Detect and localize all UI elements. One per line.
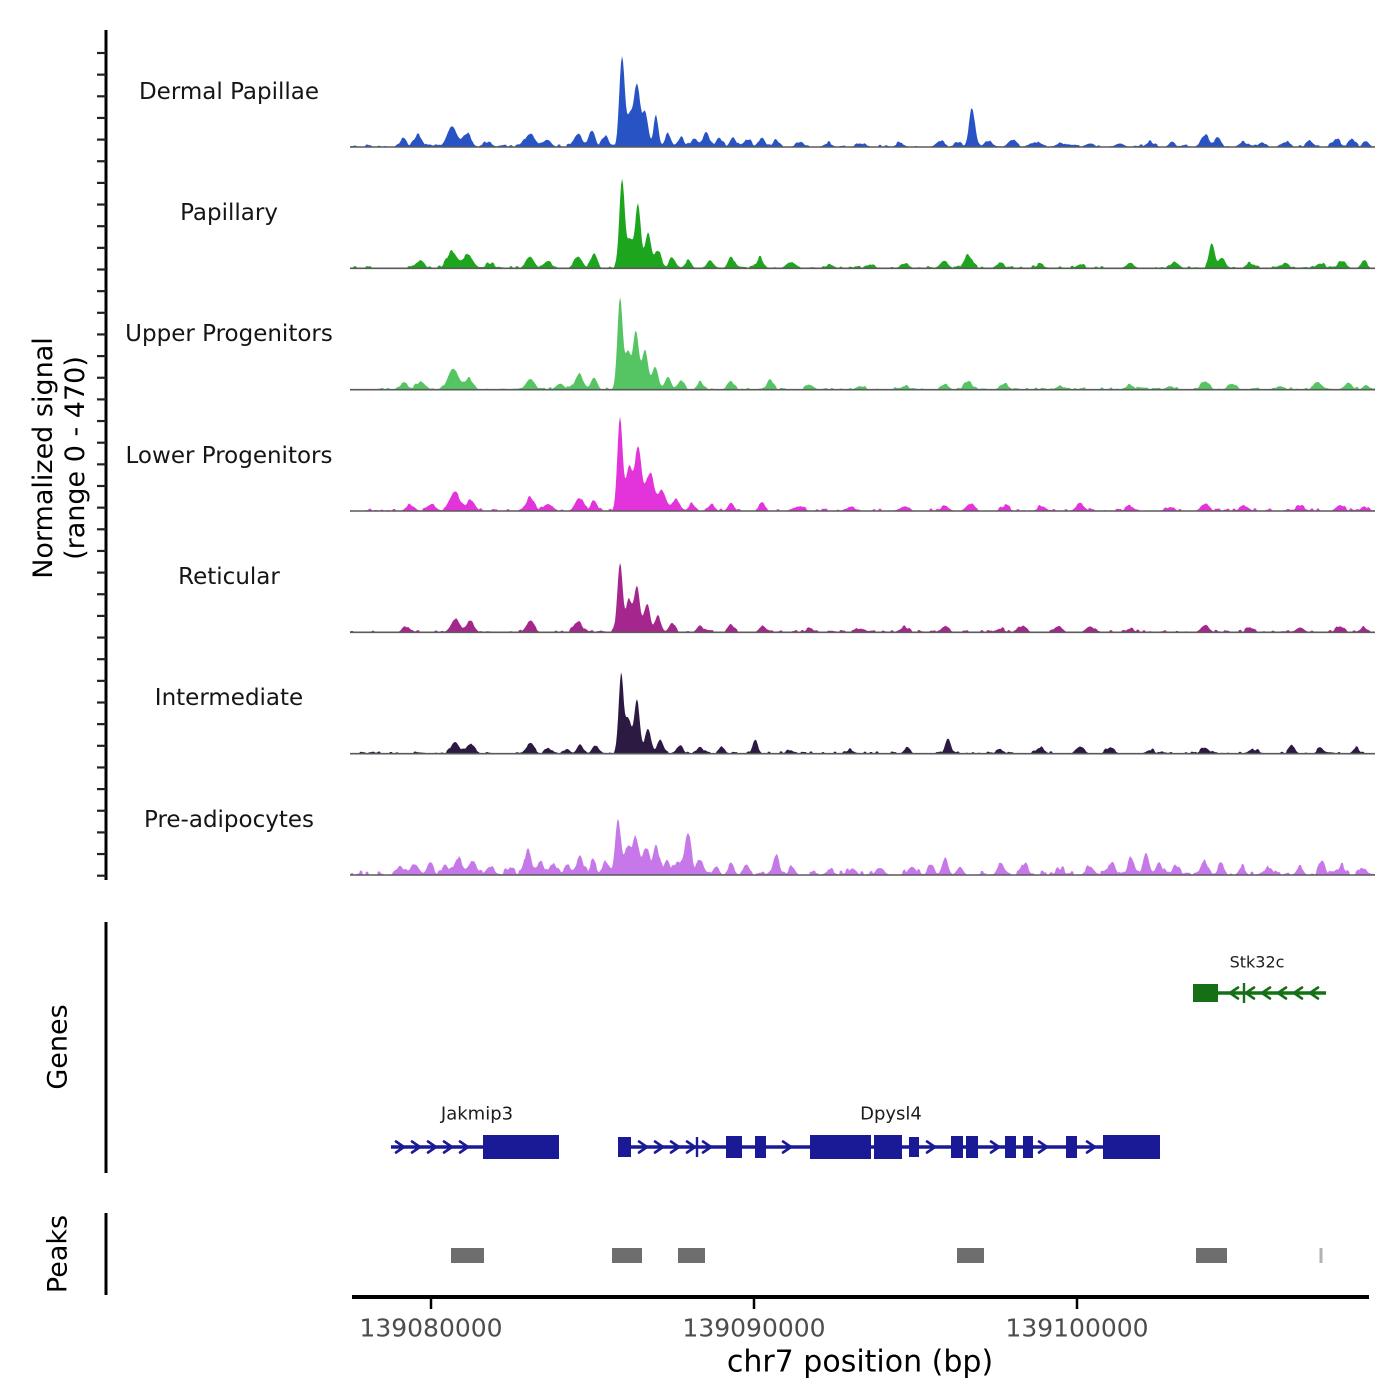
x-tick-label-139080000: 139080000 — [359, 1313, 503, 1343]
y-axis-label — [28, 337, 92, 579]
genes-section-label: Genes — [42, 1004, 74, 1090]
track-label-lower-progenitors: Lower Progenitors — [125, 443, 333, 469]
gene-label-dpysl4: Dpysl4 — [860, 1103, 922, 1125]
track-label-pre-adipocytes: Pre-adipocytes — [143, 807, 315, 833]
track-label-dermal-papillae: Dermal Papillae — [138, 79, 320, 105]
gene-label-stk32c: Stk32c — [1229, 952, 1285, 972]
x-axis-title: chr7 position (bp) — [726, 1344, 994, 1380]
track-label-reticular: Reticular — [178, 564, 280, 590]
track-label-papillary: Papillary — [180, 200, 278, 226]
y-axis-label-line2: (range 0 - 470) — [60, 356, 91, 560]
y-axis-label-line1: Normalized signal — [28, 337, 59, 579]
x-tick-label-139090000: 139090000 — [682, 1313, 826, 1343]
gene-label-jakmip3: Jakmip3 — [440, 1103, 514, 1125]
peaks-section-label: Peaks — [42, 1214, 74, 1294]
track-label-upper-progenitors: Upper Progenitors — [125, 321, 333, 347]
track-label-intermediate: Intermediate — [154, 685, 304, 711]
x-tick-label-139100000: 139100000 — [1005, 1313, 1149, 1343]
